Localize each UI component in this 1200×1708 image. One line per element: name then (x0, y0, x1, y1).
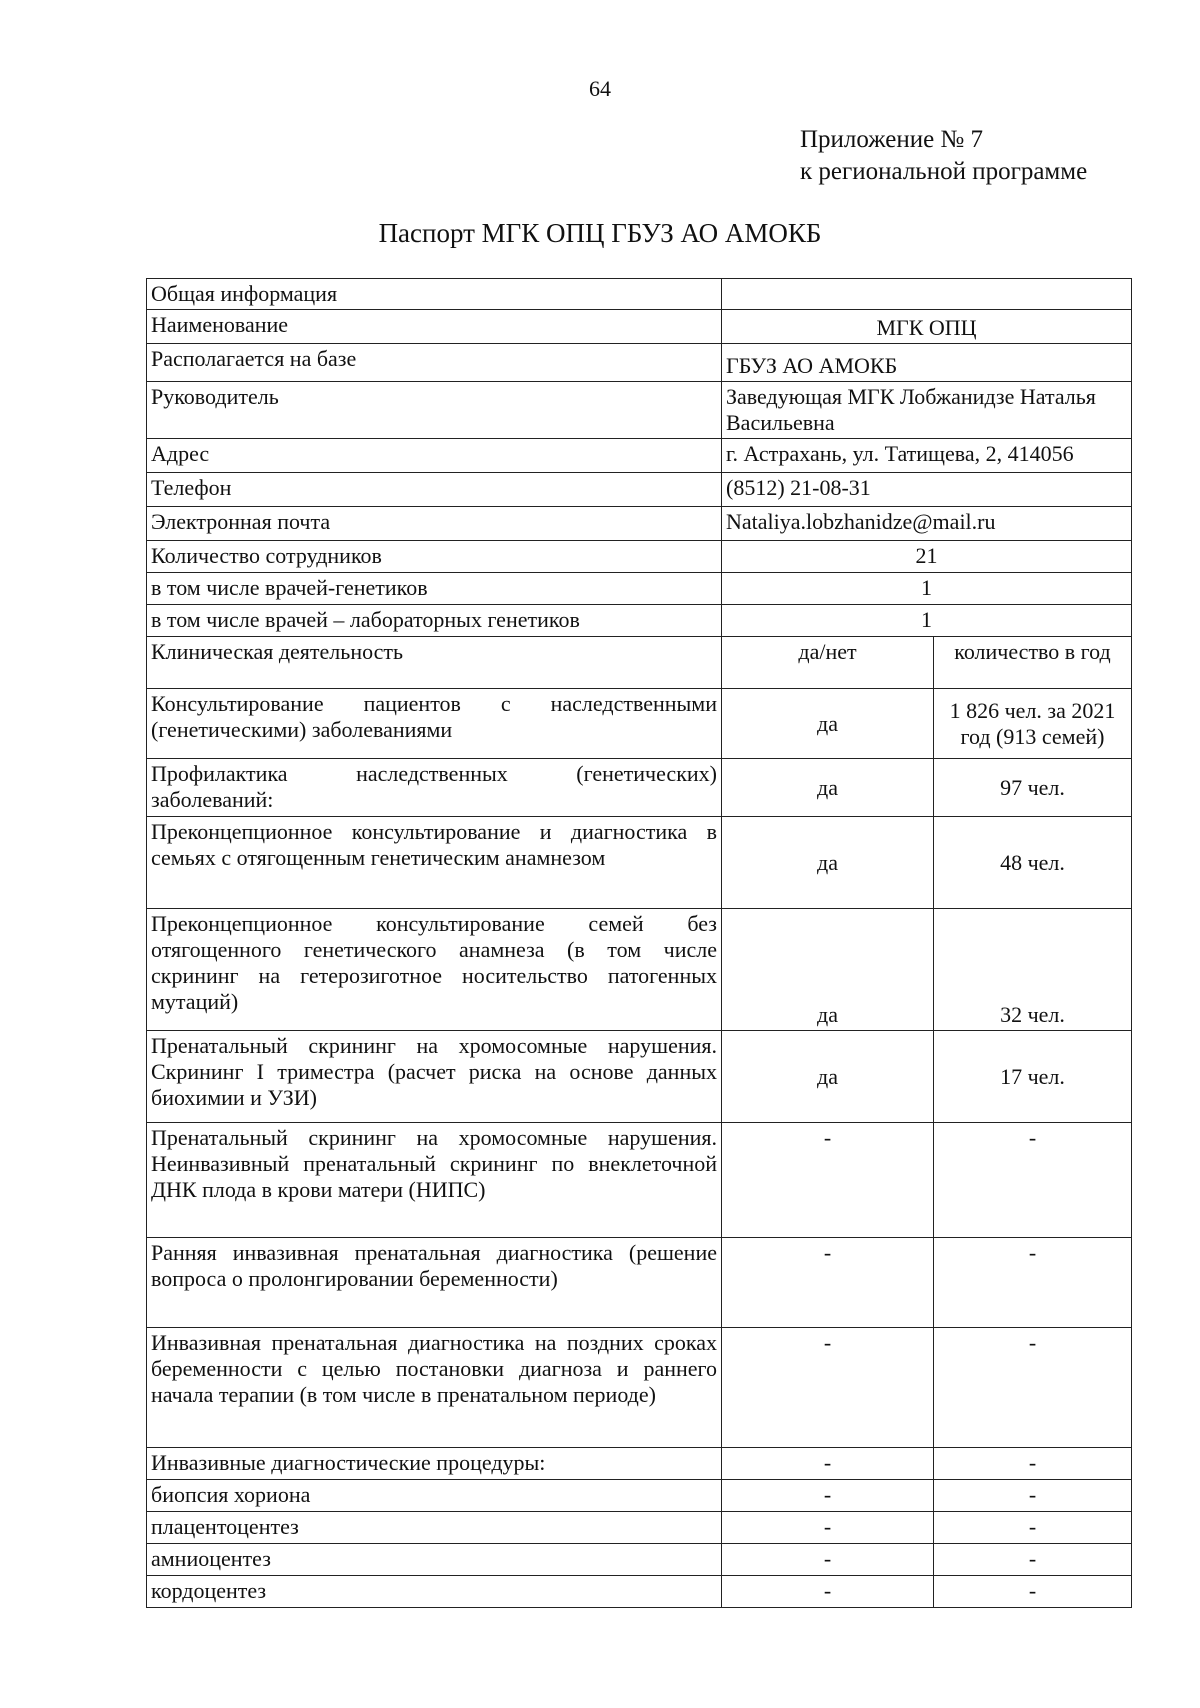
activity-yes-no: да (722, 817, 934, 909)
table-row (147, 1123, 1132, 1238)
activity-count: 48 чел. (934, 817, 1132, 909)
activity-count: 97 чел. (934, 759, 1132, 817)
appendix-line-1: Приложение № 7 (800, 126, 984, 153)
table-row (147, 382, 1132, 439)
row-value: Заведующая МГК Лобжанидзе Наталья Васильевна (722, 382, 1132, 439)
activity-label: плацентоцентез (147, 1512, 722, 1544)
activity-yes-no: - (722, 1576, 934, 1608)
table-row (147, 541, 1132, 573)
activity-count: - (934, 1328, 1132, 1448)
row-value: 1 (722, 605, 1132, 637)
table-row (147, 310, 1132, 344)
table-row (147, 909, 1132, 1031)
activity-label: амниоцентез (147, 1544, 722, 1576)
activity-count: - (934, 1480, 1132, 1512)
activity-yes-no: да (722, 1031, 934, 1123)
activity-yes-no: - (722, 1448, 934, 1480)
activity-count: - (934, 1544, 1132, 1576)
row-label: Телефон (147, 473, 722, 507)
row-label: Количество сотрудников (147, 541, 722, 573)
activity-yes-no: - (722, 1328, 934, 1448)
activity-label: Консультирование пациентов с наследственными (генетическими) заболеваниями (147, 689, 722, 759)
activity-label: Профилактика наследственных (генетических) заболеваний: (147, 759, 722, 817)
activity-yes-no: - (722, 1238, 934, 1328)
activity-label: Инвазивная пренатальная диагностика на поздних сроках беременности с целью постановки диагноза и раннего начала терапии (в том числе в пренатальном периоде) (147, 1328, 722, 1448)
activity-count: - (934, 1512, 1132, 1544)
row-label: Электронная почта (147, 507, 722, 541)
activity-yes-no: да (722, 909, 934, 1031)
table-row (147, 1480, 1132, 1512)
page-number: 64 (589, 76, 611, 101)
row-value: Nataliya.lobzhanidze@mail.ru (722, 507, 1132, 541)
table-row (147, 759, 1132, 817)
activity-yes-no: да (722, 689, 934, 759)
activity-yes-no: - (722, 1544, 934, 1576)
row-label: Адрес (147, 439, 722, 473)
activity-yes-no: - (722, 1123, 934, 1238)
row-value: МГК ОПЦ (722, 310, 1132, 344)
activity-yes-no: - (722, 1512, 934, 1544)
table-row (147, 637, 1132, 689)
row-value: 1 (722, 573, 1132, 605)
appendix-line-2: к региональной программе (800, 158, 1088, 185)
activity-label: Пренатальный скрининг на хромосомные нарушения. Неинвазивный пренатальный скрининг по внеклеточной ДНК плода в крови матери (НИПС) (147, 1123, 722, 1238)
activity-label: Инвазивные диагностические процедуры: (147, 1448, 722, 1480)
activity-count: - (934, 1448, 1132, 1480)
activity-count: 17 чел. (934, 1031, 1132, 1123)
activity-count: - (934, 1123, 1132, 1238)
table-row (147, 1512, 1132, 1544)
general-info-heading: Общая информация (147, 279, 722, 310)
activity-count: - (934, 1238, 1132, 1328)
activity-count: 1 826 чел. за 2021 год (913 семей) (934, 689, 1132, 759)
table-row (147, 573, 1132, 605)
appendix-note (800, 124, 1087, 188)
row-value: ГБУЗ АО АМОКБ (722, 344, 1132, 382)
document-title: Паспорт МГК ОПЦ ГБУЗ АО АМОКБ (378, 218, 822, 248)
row-label: Руководитель (147, 382, 722, 439)
row-label: в том числе врачей-генетиков (147, 573, 722, 605)
table-row (147, 605, 1132, 637)
table-row (147, 344, 1132, 382)
activity-count: 32 чел. (934, 909, 1132, 1031)
activity-label: биопсия хориона (147, 1480, 722, 1512)
table-row (147, 817, 1132, 909)
table-row (147, 439, 1132, 473)
general-info-empty-cell (722, 279, 1132, 310)
table-row (147, 689, 1132, 759)
clinical-heading: Клиническая деятельность (147, 637, 722, 689)
column-header-count: количество в год (934, 637, 1132, 689)
table-row (147, 1576, 1132, 1608)
row-value: (8512) 21-08-31 (722, 473, 1132, 507)
table-row (147, 1448, 1132, 1480)
table-row (147, 507, 1132, 541)
row-label: в том числе врачей – лабораторных генетиков (147, 605, 722, 637)
table-row (147, 1238, 1132, 1328)
table-row (147, 279, 1132, 310)
activity-count: - (934, 1576, 1132, 1608)
table-row (147, 1031, 1132, 1123)
row-value: 21 (722, 541, 1132, 573)
row-label: Располагается на базе (147, 344, 722, 382)
activity-label: Пренатальный скрининг на хромосомные нарушения. Скрининг I триместра (расчет риска на основе данных биохимии и УЗИ) (147, 1031, 722, 1123)
activity-label: Преконцепционное консультирование семей без отягощенного генетического анамнеза (в том числе скрининг на гетерозиготное носительство патогенных мутаций) (147, 909, 722, 1031)
row-value: г. Астрахань, ул. Татищева, 2, 414056 (722, 439, 1132, 473)
column-header-yes-no: да/нет (722, 637, 934, 689)
activity-label: Ранняя инвазивная пренатальная диагностика (решение вопроса о пролонгировании беременности) (147, 1238, 722, 1328)
activity-label: кордоцентез (147, 1576, 722, 1608)
table-row (147, 473, 1132, 507)
activity-yes-no: - (722, 1480, 934, 1512)
table-row (147, 1544, 1132, 1576)
row-label: Наименование (147, 310, 722, 344)
activity-label: Преконцепционное консультирование и диагностика в семьях с отягощенным генетическим анамнезом (147, 817, 722, 909)
activity-yes-no: да (722, 759, 934, 817)
passport-table (146, 278, 1132, 1608)
table-row (147, 1328, 1132, 1448)
